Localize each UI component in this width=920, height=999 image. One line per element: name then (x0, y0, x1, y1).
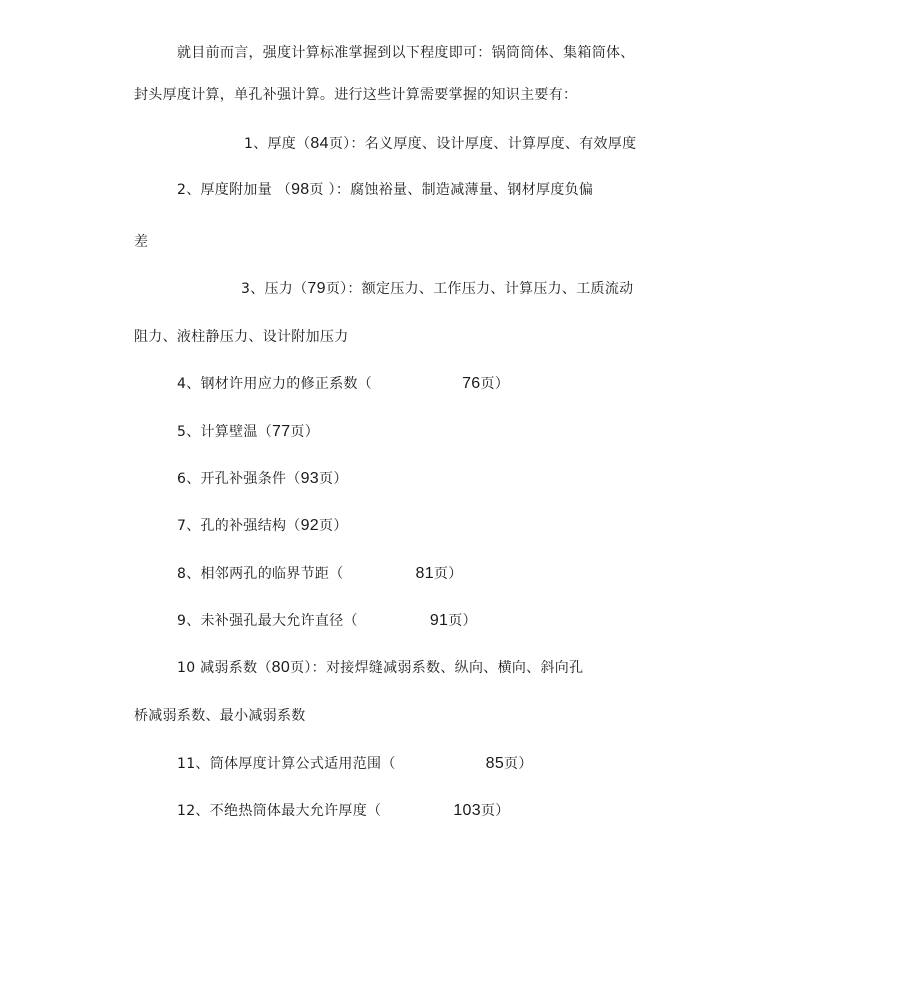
item-7-page: 92 (300, 517, 320, 534)
item-9-suffix: 页） (448, 613, 477, 629)
item-10-prefix: 10 减弱系数（ (177, 660, 272, 676)
item-11-prefix: 11、筒体厚度计算公式适用范围（ (177, 756, 396, 772)
item-12-prefix: 12、不绝热筒体最大允许厚度（ (177, 803, 382, 819)
item-12-suffix: 页） (480, 803, 510, 819)
item-2-continuation: 差 (134, 234, 149, 250)
item-9-prefix: 9、未补强孔最大允许直径（ (177, 613, 358, 629)
list-item-8 (177, 564, 463, 584)
list-item-11 (177, 754, 533, 774)
item-10-page: 80 (271, 659, 291, 676)
item-8-prefix: 8、相邻两孔的临界节距（ (177, 566, 344, 582)
intro-line-1: 就目前而言，强度计算标准掌握到以下程度即可：锅筒筒体、集箱筒体、 (177, 45, 635, 61)
list-item-9 (177, 611, 477, 631)
item-6-page: 93 (300, 470, 320, 487)
list-item-6 (177, 469, 348, 489)
list-item-3 (241, 279, 633, 299)
list-item-10 (177, 658, 583, 678)
item-2-prefix: 2、厚度附加量 （ (177, 182, 292, 198)
list-item-1 (244, 134, 636, 154)
item-1-prefix: 1、厚度（ (244, 136, 311, 152)
item-11-suffix: 页） (504, 756, 533, 772)
list-item-7 (177, 516, 348, 536)
item-8-suffix: 页） (433, 566, 463, 582)
item-4-page: 76 (462, 375, 481, 392)
item-2-page: 98 (291, 181, 310, 198)
item-3-prefix: 3、压力（ (241, 281, 308, 297)
list-item-2 (177, 180, 593, 200)
item-3-suffix: 页）：额定压力、工作压力、计算压力、工质流动 (325, 281, 634, 297)
item-5-page: 77 (272, 423, 291, 440)
item-6-prefix: 6、开孔补强条件（ (177, 471, 301, 487)
item-8-page: 81 (415, 565, 434, 582)
list-item-12 (177, 801, 510, 821)
item-11-page: 85 (485, 755, 505, 772)
list-item-5 (177, 422, 319, 442)
item-7-suffix: 页） (319, 518, 348, 534)
item-12-page: 103 (453, 802, 481, 819)
item-4-suffix: 页） (480, 376, 510, 392)
intro-line-2: 封头厚度计算，单孔补强计算。进行这些计算需要掌握的知识主要有： (134, 87, 578, 103)
item-1-suffix: 页）：名义厚度、设计厚度、计算厚度、有效厚度 (328, 136, 637, 152)
item-2-suffix: 页 ）：腐蚀裕量、制造减薄量、钢材厚度负偏 (309, 182, 594, 198)
item-7-prefix: 7、孔的补强结构（ (177, 518, 301, 534)
item-9-page: 91 (429, 612, 449, 629)
item-1-page: 84 (310, 135, 329, 152)
item-4-prefix: 4、钢材许用应力的修正系数（ (177, 376, 373, 392)
item-5-suffix: 页） (290, 424, 320, 440)
item-3-page: 79 (307, 280, 326, 297)
item-10-suffix: 页）：对接焊缝减弱系数、纵向、横向、斜向孔 (290, 660, 584, 676)
item-6-suffix: 页） (319, 471, 348, 487)
item-5-prefix: 5、计算壁温（ (177, 424, 273, 440)
item-3-continuation: 阻力、液柱静压力、设计附加压力 (134, 329, 349, 345)
list-item-4 (177, 374, 509, 394)
item-10-continuation: 桥减弱系数、最小减弱系数 (134, 708, 306, 724)
